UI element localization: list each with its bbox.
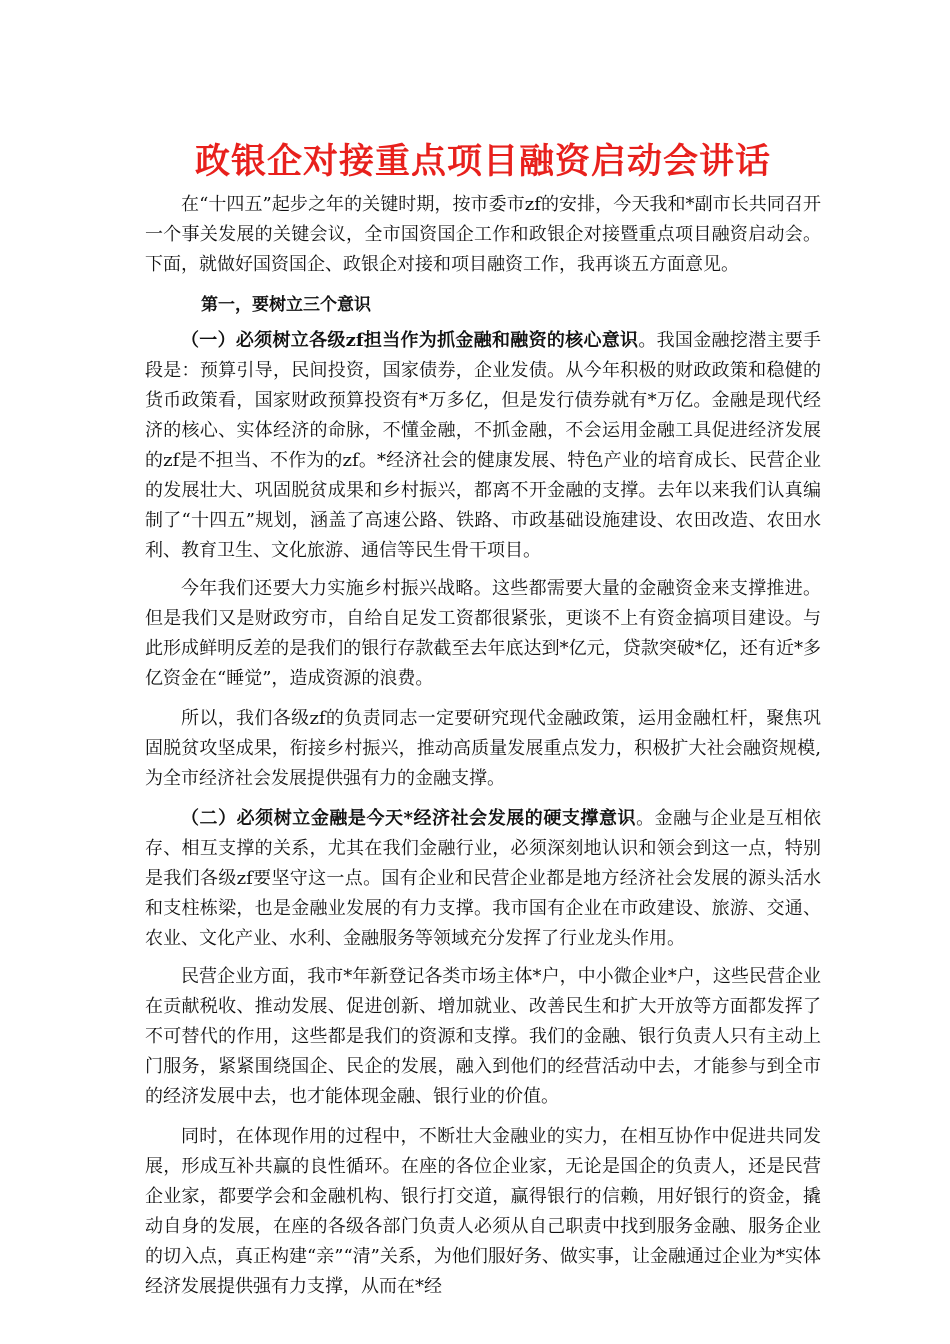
body-paragraph-5: 民营企业方面，我市*年新登记各类市场主体*户，中小微企业*户，这些民营企业在贡献税收、推动发展、促进创新、增加就业、改善民生和扩大开放等方面都发挥了不可替代的作用，这些都是我们的资源和支撑。我们的金融、银行负责人只有主动上门服务，紧紧围绕国企、民企的发展，融入到他们的经营活动中去，才能参与到全市的经济发展中去，也才能体现金融、银行业的价值。: [145, 966, 821, 1107]
subsection-2-lead: （二）必须树立金融是今天*经济社会发展的硬支撑意识: [181, 808, 637, 829]
section-heading-1: 第一，要树立三个意识: [201, 295, 371, 315]
body-paragraph-3: 所以，我们各级zf的负责同志一定要研究现代金融政策，运用金融杠杆，聚焦巩固脱贫攻坚成果，衔接乡村振兴，推动高质量发展重点发力，积极扩大社会融资规模,为全市经济社会发展提供强有力的金融支撑。: [145, 708, 821, 789]
body-paragraph-6: 同时，在体现作用的过程中，不断壮大金融业的实力，在相互协作中促进共同发展，形成互补共赢的良性循环。在座的各位企业家，无论是国企的负责人，还是民营企业家，都要学会和金融机构、银行打交道，赢得银行的信赖，用好银行的资金，撬动自身的发展，在座的各级各部门负责人必须从自己职责中找到服务金融、服务企业的切入点，真正构建“亲”“清”关系，为他们服好务、做实事，让金融通过企业为*实体经济发展提供强有力支撑，从而在*经: [145, 1126, 821, 1297]
subsection-1-paragraph: [145, 326, 821, 566]
body-paragraph-2: 今年我们还要大力实施乡村振兴战略。这些都需要大量的金融资金来支撑推进。但是我们又是财政穷市，自给自足发工资都很紧张，更谈不上有资金搞项目建设。与此形成鲜明反差的是我们的银行存款截至去年底达到*亿元，贷款突破*亿，还有近*多亿资金在“睡觉”，造成资源的浪费。: [145, 578, 821, 689]
document-body: [145, 138, 821, 1312]
subsection-2-paragraph: [145, 804, 821, 954]
intro-paragraph: 在“十四五”起步之年的关键时期，按市委市zf的安排，今天我和*副市长共同召开一个事关发展的关键会议，全市国资国企工作和政银企对接暨重点项目融资启动会。下面，就做好国资国企、政银企对接和项目融资工作，我再谈五方面意见。: [145, 194, 821, 275]
subsection-2-text: 。金融与企业是互相依存、相互支撑的关系，尤其在我们金融行业，必须深刻地认识和领会到这一点，特别是我们各级zf要坚守这一点。国有企业和民营企业都是地方经济社会发展的源头活水和支柱栋梁，也是金融业发展的有力支撑。我市国有企业在市政建设、旅游、交通、农业、文化产业、水利、金融服务等领域充分发挥了行业龙头作用。: [145, 808, 821, 949]
subsection-1-text: 。我国金融挖潜主要手段是：预算引导，民间投资，国家债券，企业发债。从今年积极的财政政策和稳健的货币政策看，国家财政预算投资有*万多亿，但是发行债券就有*万亿。金融是现代经济的核心、实体经济的命脉，不懂金融，不抓金融，不会运用金融工具促进经济发展的zf是不担当、不作为的zf。*经济社会的健康发展、特色产业的培育成长、民营企业的发展壮大、巩固脱贫成果和乡村振兴，都离不开金融的支撑。去年以来我们认真编制了“十四五”规划，涵盖了高速公路、铁路、市政基础设施建设、农田改造、农田水利、教育卫生、文化旅游、通信等民生骨干项目。: [145, 330, 821, 561]
document-title: 政银企对接重点项目融资启动会讲话: [194, 141, 771, 182]
subsection-1-lead: （一）必须树立各级zf担当作为抓金融和融资的核心意识: [181, 330, 639, 351]
